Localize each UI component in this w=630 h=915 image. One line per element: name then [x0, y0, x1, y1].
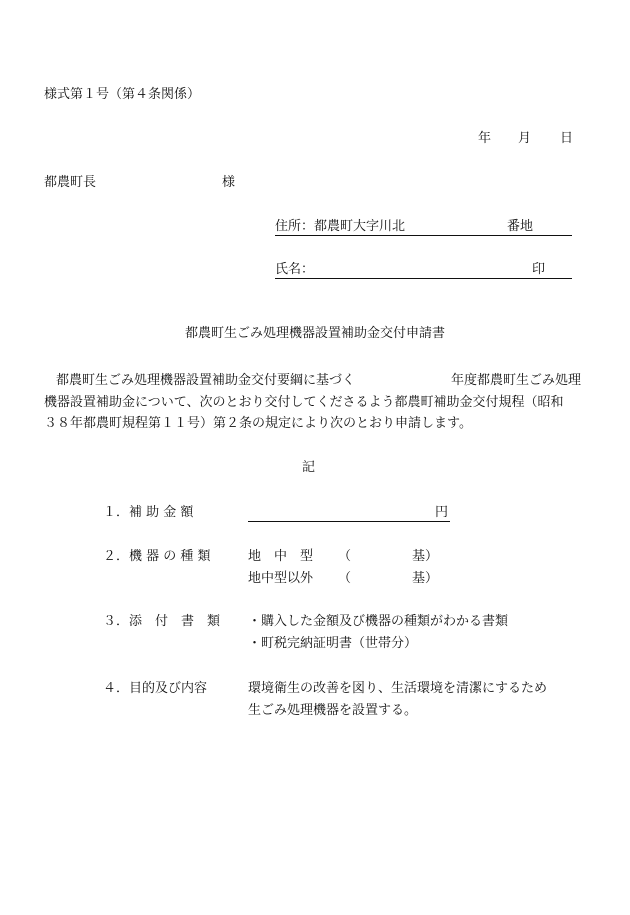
attachment-doc2: ・町税完納証明書（世帯分）: [248, 636, 418, 651]
subsidy-amount-field[interactable]: [248, 505, 450, 522]
purpose-line2: 生ごみ処理機器を設置する。: [248, 703, 418, 718]
type-other-paren: （: [338, 571, 352, 586]
type-other-unit: 基）: [412, 571, 439, 586]
item3-label: ３．添 付 書 類: [103, 614, 221, 629]
item2-label: ２．機 器 の 種 類: [103, 549, 211, 564]
type-other: 地中型以外: [248, 571, 314, 586]
address-suffix: 番地: [507, 219, 534, 234]
yen-unit: 円: [434, 505, 448, 520]
item1-label: １．補 助 金 額: [103, 505, 194, 520]
type-underground-unit: 基）: [412, 549, 439, 564]
purpose-line1: 環境衛生の改善を図り、生活環境を清潔にするため: [248, 681, 548, 696]
item4-label: ４．目的及び内容: [103, 681, 208, 696]
type-underground: 地 中 型: [248, 549, 314, 564]
body-line1-a: 都農町生ごみ処理機器設置補助金交付要綱に基づく: [56, 373, 356, 388]
body-line1-b: 年度都農町生ごみ処理: [451, 373, 582, 388]
addressee-name: 都農町長: [44, 175, 97, 190]
addressee-honorific: 様: [222, 175, 236, 190]
attachment-doc1: ・購入した金額及び機器の種類がわかる書類: [248, 614, 509, 629]
form-number: 様式第１号（第４条関係）: [44, 87, 201, 102]
date-month: 月: [518, 131, 532, 146]
name-field[interactable]: [275, 262, 572, 279]
document-title: 都農町生ごみ処理機器設置補助金交付申請書: [184, 326, 445, 341]
seal-mark: 印: [532, 262, 546, 277]
body-line2: 機器設置補助金について、次のとおり交付してくださるよう都農町補助金交付規程（昭和: [44, 395, 564, 410]
address-label: 住所：都農町大字川北: [275, 219, 406, 234]
name-label: 氏名：: [275, 262, 315, 277]
address-field[interactable]: [275, 219, 572, 236]
body-line3: ３８年都農町規程第１１号）第２条の規定により次のとおり申請します。: [44, 416, 472, 431]
ki-mark: 記: [302, 460, 316, 475]
date-day: 日: [560, 131, 574, 146]
date-year: 年: [478, 131, 492, 146]
type-underground-paren: （: [338, 549, 352, 564]
